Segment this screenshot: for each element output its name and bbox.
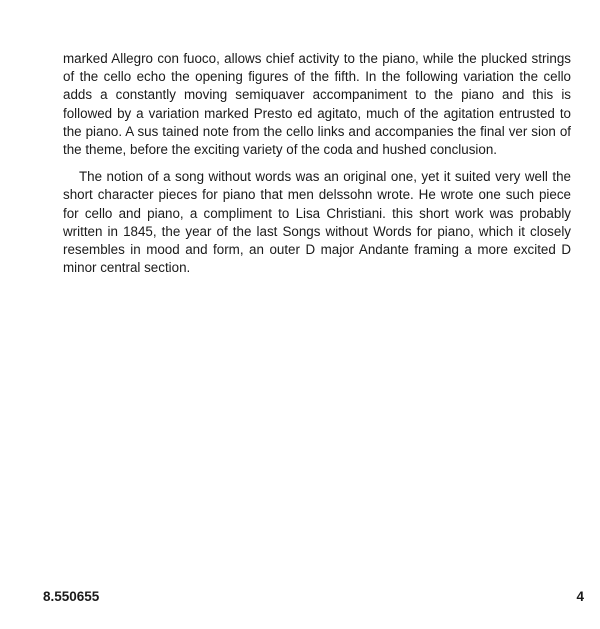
page-number: 4 xyxy=(576,589,584,604)
paragraph-variations: marked Allegro con fuoco, allows chief activity to the piano, while the plucked strings of the cello echo the opening figures of the fifth. In the following variation the cello adds a constantly moving semiquaver accompaniment to the piano and this is followed by a variation marked Presto ed agitato, much of the agitation entrusted to the piano. A sus tained note from the cello links and accompanies the final ver sion of the theme, before the exciting variety of the coda and hushed conclusion. xyxy=(63,51,571,158)
page-body xyxy=(63,50,571,277)
catalogue-number: 8.550655 xyxy=(43,589,100,604)
paragraph-song-without-words: The notion of a song without words was an original one, yet it suited very well the short character pieces for piano that men delssohn wrote. He wrote one such piece for cello and piano, a compliment to Lisa Christiani. this short work was probably written in 1845, the year of the last Songs without Words for piano, which it closely resembles in mood and form, an outer D major Andante framing a more excited D minor central section. xyxy=(63,169,571,276)
